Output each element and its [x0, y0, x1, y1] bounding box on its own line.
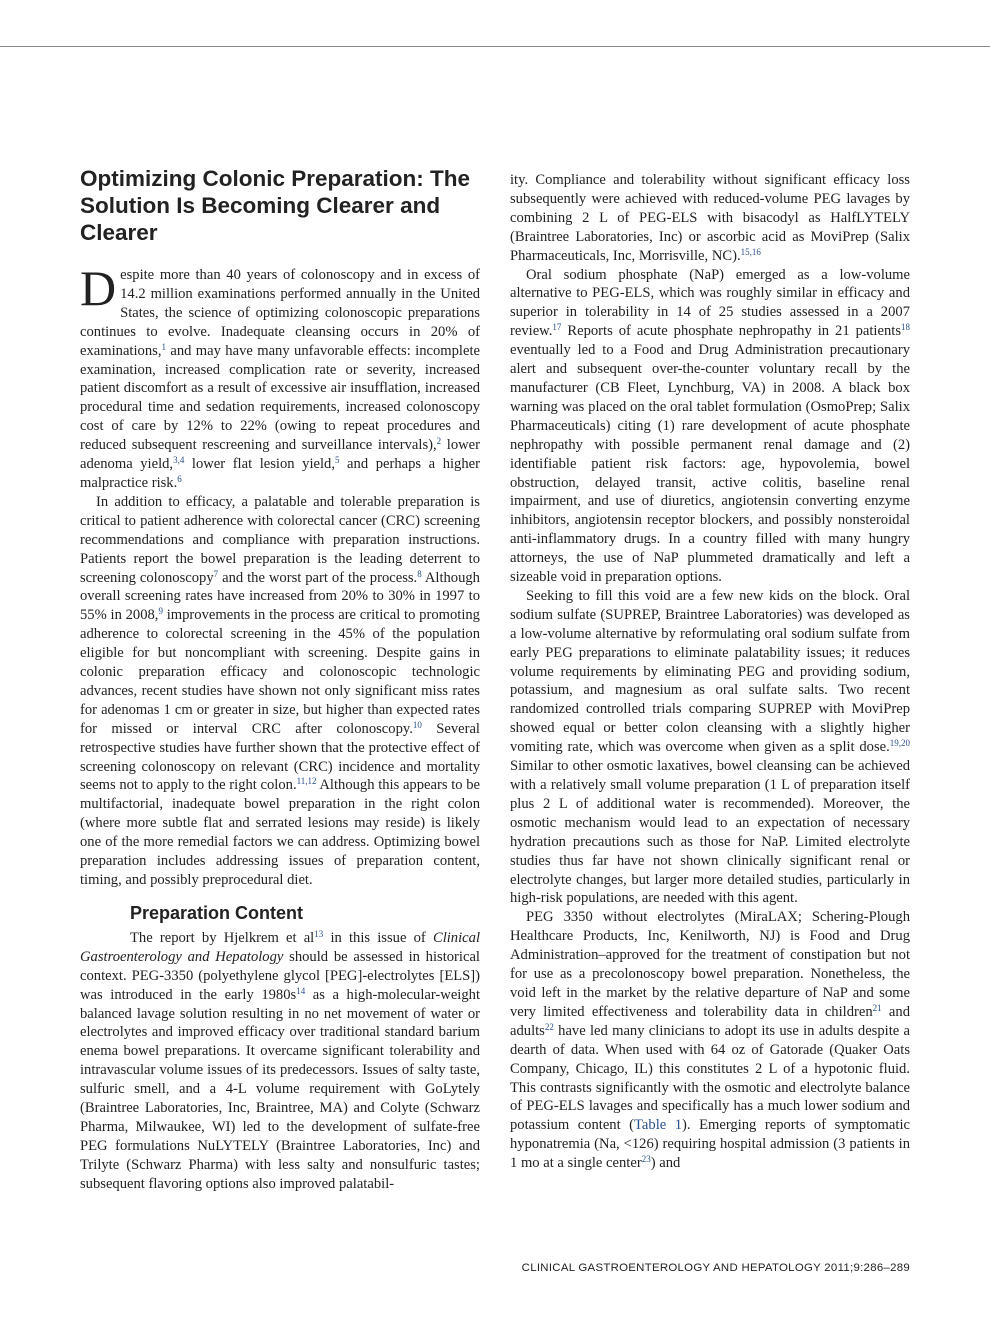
reference-link[interactable]: 9: [158, 606, 163, 617]
section-heading: Preparation Content: [130, 902, 304, 923]
paragraph-sodium-sulfate: Seeking to fill this void are a few new kids on the block. Oral sodium sulfate (SUPREP, Braintree Laboratories) was developed as a low-volume alternative by reformulating oral sodium sulfate from early PEG preparations to eliminate palatability issues; it reduces volume requirements by eliminating PEG and providing sodium, potassium, and magnesium as oral sulfate salts. Two recent randomized controlled trials comparing SUPREP with MoviPrep showed equal or better colon cleansing with a slightly higher vomiting rate, which was overcome when given as a split dose.$^{19,20}$ Similar to other osmotic laxatives, bowel cleansing can be achieved with a relatively small volume preparation (1 L of preparation itself plus 2 L of additional water is recommended). Moreover, the osmotic mechanism would lead to an expectation of necessary hydration precautions such as those for NaP. Limited electrolyte studies thus far have not shown clinically significant renal or electrolyte changes, but larger more detailed studies, particularly in high-risk populations, are needed with this agent.: [510, 587, 910, 907]
paragraph-efficacy: In addition to efficacy, a palatable and tolerable preparation is critical to patient adherence with colorectal cancer (CRC) screening recommendations and compliance with preparation instructions. Patients report the bowel preparation is the leading deterrent to screening colonoscopy$^7$ and the worst part of the process.$^8$ Although overall screening rates have increased from 20% to 30% in 1997 to 55% in 2008,$^9$ improvements in the process are critical to promoting adherence to colorectal screening in the 45% of the population eligible for but noncompliant with screening. Despite gains in colonic preparation efficacy and colonoscopic technologic advances, recent studies have shown not only significant miss rates for adenomas 1 cm or greater in size, but higher than expected rates for missed or interval CRC after colonoscopy.$^{10}$ Several retrospective studies have further shown that the protective effect of screening colonoscopy on relevant (CRC) incidence and mortality seems not to apply to the right colon.$^{11,12}$ Although this appears to be multifactorial, inadequate bowel preparation in the right colon (where more subtle flat and serrated lesions may reside) is likely one of the more remedial factors we can address. Optimizing bowel preparation includes addressing issues of preparation content, timing, and possibly preprocedural diet.: [80, 493, 480, 888]
top-rule: [0, 46, 990, 47]
table-link[interactable]: Table 1: [634, 1117, 683, 1134]
reference-link[interactable]: 14: [296, 985, 306, 996]
paragraph-peg-3350: PEG 3350 without electrolytes (MiraLAX; Schering-Plough Healthcare Products, Inc, Kenilworth, NJ) is Food and Drug Administration–approved for the treatment of constipation but not for use as a precolonoscopy bowel preparation. Nonetheless, the void left in the market by the relative departure of NaP and some very limited effectiveness and tolerability data in children$^{21}$ and adults$^{22}$ have led many clinicians to adopt its use in adults despite a dearth of data. When used with 64 oz of Gatorade (Quaker Oats Company, Chicago, IL) this constitutes 2 L of a hypotonic fluid. This contrasts significantly with the osmotic and electrolyte balance of PEG-ELS lavages and specifically has a much lower sodium and potassium content (Table 1). Emerging reports of symptomatic hyponatremia (Na, <126) requiring hospital admission (3 patients in 1 mo at a single center$^{23}$) and: [510, 909, 910, 1172]
drop-cap: D: [80, 260, 117, 316]
paragraph-intro: Despite more than 40 years of colonoscopy and in excess of 14.2 million examinations performed annually in the United States, the science of optimizing colonoscopic preparations continues to evolve. Inadequate cleansing occurs in 20% of examinations,$^1$ and may have many unfavorable effects: incomplete examination, increased complication rate or severity, increased patient discomfort as a result of excessive air insufflation, increased procedural time and sedation requirements, increased colonoscopy cost of care by 12% to 22% (owing to repeat procedures and reduced subsequent rescreening and surveillance intervals),$^2$ lower adenoma yield,$^{3,4}$ lower flat lesion yield,$^5$ and perhaps a higher malpractice risk.$^6$: [80, 260, 480, 491]
reference-link[interactable]: 3,4: [173, 455, 185, 466]
reference-link[interactable]: 17: [552, 322, 562, 333]
reference-link[interactable]: 19,20: [889, 738, 910, 749]
paragraph-sodium-phosphate: Oral sodium phosphate (NaP) emerged as a low-volume alternative to PEG-ELS, which was roughly similar in efficacy and superior in tolerability in 14 of 25 studies assessed in a 2007 review.$^{17}$ Reports of acute phosphate nephropathy in 21 patients$^{18}$ eventually led to a Food and Drug Administration precautionary alert and subsequent over-the-counter voluntary recall by the manufacturer (CB Fleet, Lynchburg, VA) in 2008. A black box warning was placed on the oral tablet formulation (OsmoPrep; Salix Pharmaceuticals) citing (1) rare development of acute phosphate nephropathy with possible permanent renal damage and (2) identifiable patient risk factors: age, hypovolemia, bowel obstruction, delayed transit, active colitis, baseline renal impairment, and use of diuretics, angiotensin converting enzyme inhibitors, angiotensin receptor blockers, and possibly nonsteroidal anti-inflammatory drugs. In a country filled with many hungry attorneys, the use of NaP plummeted dramatically and left a sizeable void in preparation options.: [510, 266, 910, 586]
journal-citation-footer: CLINICAL GASTROENTEROLOGY AND HEPATOLOGY 2011;9:286–289: [521, 1262, 910, 1274]
reference-link[interactable]: 21: [872, 1002, 882, 1013]
article-title: Optimizing Colonic Preparation: The Solution Is Becoming Clearer and Clearer: [80, 166, 471, 245]
reference-link[interactable]: 7: [213, 568, 219, 579]
reference-link[interactable]: 2: [436, 436, 442, 447]
reference-link[interactable]: 6: [177, 473, 182, 484]
reference-link[interactable]: 8: [417, 568, 422, 579]
reference-link[interactable]: 22: [544, 1021, 554, 1032]
reference-link[interactable]: 23: [641, 1154, 651, 1165]
reference-link[interactable]: 15,16: [740, 246, 761, 257]
paragraph-history: The report by Hjelkrem et $al^{13}$ in this issue of Clinical Gastroenterology and Hepatology should be assessed in historical context. PEG-3350 (polyethylene glycol [PEG]-electrolytes [ELS]) was introduced in the early $1980s^{14}$ as a high-molecular-weight balanced lavage solution resulting in no net movement of water or electrolytes and improved efficacy over traditional standard barium enema bowel preparations. It overcame significant tolerability and intravascular volume issues of its predecessors. Issues of salty taste, sulfuric smell, and a 4-L volume requirement with GoLytely (Braintree Laboratories, Inc, Braintree, MA) and Colyte (Schwarz Pharma, Milwaukee, WI) led to the development of sulfate-free PEG formulations NuLYTELY (Braintree Laboratories, Inc) and Trilyte (Schwarz Pharma) with less salty and nonsulfuric tastes; subsequent flavoring options also improved palatabil-: [80, 928, 480, 1192]
reference-link[interactable]: 10: [412, 719, 422, 730]
reference-link[interactable]: 5: [334, 455, 340, 466]
reference-link[interactable]: 18: [901, 322, 910, 333]
paragraph-peg-continuation: ity. Compliance and tolerability without significant efficacy loss subsequently were achieved with reduced-volume PEG lavages by combining 2 L of PEG-ELS with bisacodyl as HalfLYTELY (Braintree Laboratories, Inc) or ascorbic acid as MoviPrep (Salix Pharmaceuticals, Inc, Morrisville, NC).$^{15,16}$: [510, 172, 910, 264]
journal-name: Clinical Gastroenterology and Hepatology: [80, 929, 480, 965]
reference-link[interactable]: 1: [161, 341, 166, 352]
reference-link[interactable]: 11,12: [296, 776, 317, 787]
reference-link[interactable]: 13: [314, 928, 324, 939]
right-column: [510, 171, 910, 1173]
left-column: [80, 165, 480, 1194]
